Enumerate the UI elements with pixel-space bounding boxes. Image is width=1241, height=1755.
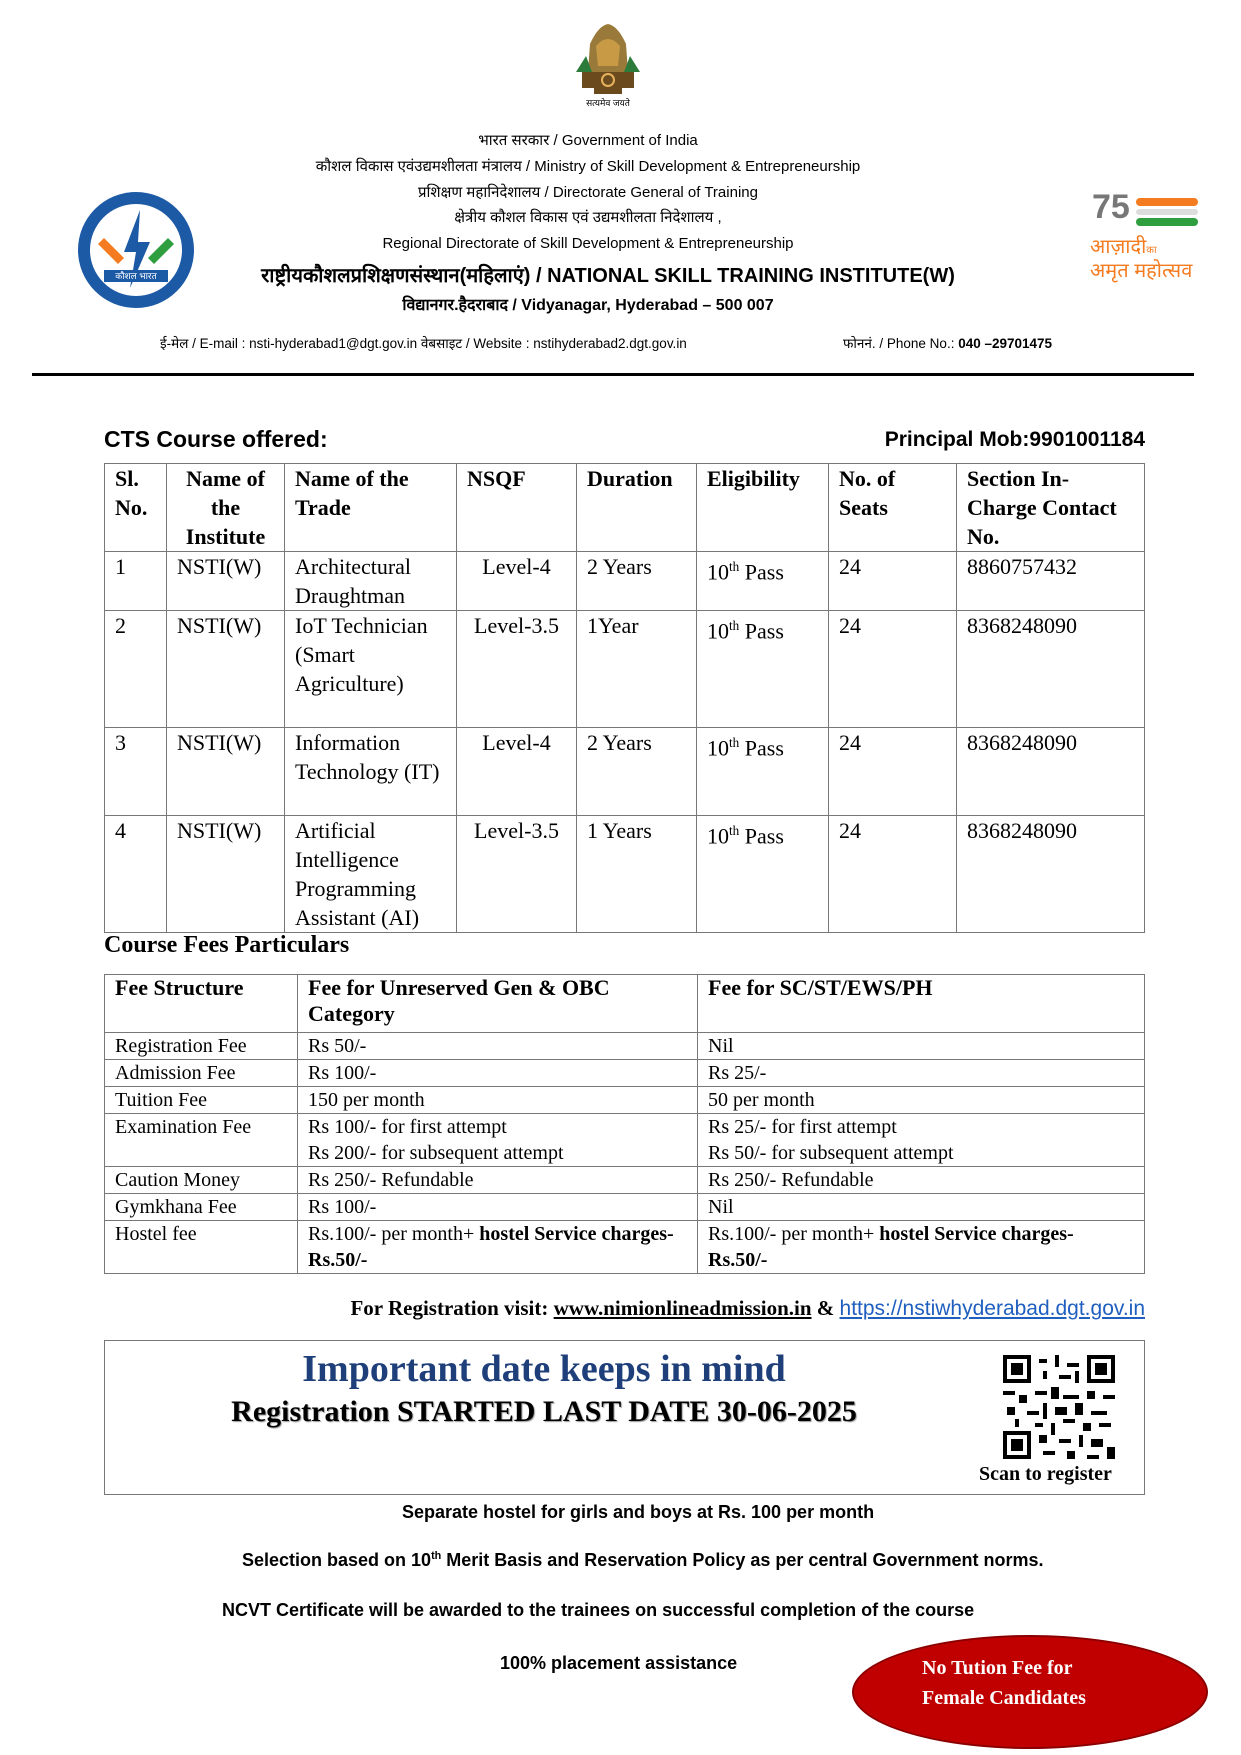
col-duration: Duration: [577, 464, 697, 552]
fee-row: [105, 1060, 1145, 1087]
skill-india-text: कौशल भारत: [115, 271, 157, 281]
col-sl-no: Sl. No.: [105, 464, 167, 552]
col-trade: Name of the Trade: [285, 464, 457, 552]
fee-reserved: Nil: [698, 1194, 1145, 1221]
ministry-line: कौशल विकास एवंउद्यमशीलता मंत्रालय / Ministry of Skill Development & Entrepreneurship: [315, 158, 861, 175]
fee-general: Rs 250/- Refundable: [298, 1167, 698, 1194]
no-tuition-fee-badge: [852, 1635, 1208, 1749]
ncvt-note: NCVT Certificate will be awarded to the trainees on successful completion of the course: [222, 1600, 975, 1620]
course-duration: 2 Years: [577, 552, 697, 611]
azadi-word: आज़ादी: [1090, 236, 1147, 258]
elig-num: 10: [707, 823, 729, 849]
course-row: [105, 552, 1145, 611]
course-institute: NSTI(W): [167, 816, 285, 933]
regional-line: Regional Directorate of Skill Development & Entrepreneurship: [382, 235, 794, 252]
azadi-75: 75: [1092, 188, 1130, 226]
course-row: [105, 728, 1145, 816]
elig-rest: Pass: [739, 823, 784, 849]
course-eligibility: [697, 552, 829, 611]
important-title: Important date keeps in mind: [302, 1348, 786, 1390]
fee-name: Hostel fee: [105, 1221, 298, 1274]
qr-code[interactable]: [1003, 1355, 1115, 1459]
hostel-note: Separate hostel for girls and boys at Rs. 100 per month: [401, 1502, 875, 1522]
elig-num: 10: [707, 618, 729, 644]
course-contact: 8368248090: [957, 611, 1145, 728]
course-sl: 3: [105, 728, 167, 816]
fees-section-title: Course Fees Particulars: [104, 932, 350, 958]
fee-general: Rs 100/-: [298, 1194, 698, 1221]
fee-reserved: [698, 1114, 1145, 1167]
course-sl: 2: [105, 611, 167, 728]
fee-table: [104, 974, 1145, 1274]
course-contact: 8860757432: [957, 552, 1145, 611]
course-institute: NSTI(W): [167, 611, 285, 728]
selection-a: Selection based on 10: [242, 1550, 432, 1570]
national-emblem: [568, 16, 648, 108]
fee-name: Gymkhana Fee: [105, 1194, 298, 1221]
fee-name: Tuition Fee: [105, 1087, 298, 1114]
flag-stripes: [1136, 198, 1198, 228]
col-seats: No. of Seats: [829, 464, 957, 552]
course-eligibility: [697, 816, 829, 933]
fee-reserved-line: Rs 25/- for first attempt: [708, 1116, 897, 1138]
registration-line: [104, 1296, 1145, 1321]
fee-reserved-line: Rs 50/- for subsequent attempt: [708, 1142, 954, 1164]
col-eligibility: Eligibility: [697, 464, 829, 552]
col-contact: Section In-Charge Contact No.: [957, 464, 1145, 552]
fee-general: 150 per month: [298, 1087, 698, 1114]
course-row: [105, 611, 1145, 728]
course-table: [104, 463, 1145, 933]
registration-prefix: For Registration visit:: [350, 1296, 554, 1320]
header-divider: [32, 373, 1194, 376]
course-eligibility: [697, 611, 829, 728]
azadi-ka: का: [1146, 245, 1157, 256]
fee-reserved: Rs 25/-: [698, 1060, 1145, 1087]
course-nsqf: Level-4: [457, 552, 577, 611]
elig-rest: Pass: [739, 735, 784, 761]
course-header-row: [105, 464, 1145, 552]
fee-row: [105, 1221, 1145, 1274]
fee-reserved: [698, 1221, 1145, 1274]
hostel-sc-a: Rs.100/- per month+: [708, 1223, 880, 1245]
registration-link-nimi[interactable]: www.nimionlineadmission.in: [553, 1296, 812, 1320]
col-nsqf: NSQF: [457, 464, 577, 552]
elig-num: 10: [707, 559, 729, 585]
course-nsqf: Level-3.5: [457, 816, 577, 933]
elig-rest: Pass: [739, 618, 784, 644]
course-contact: 8368248090: [957, 816, 1145, 933]
fee-general: Rs 50/-: [298, 1033, 698, 1060]
col-fee-general: Fee for Unreserved Gen & OBC Category: [298, 975, 698, 1033]
course-seats: 24: [829, 611, 957, 728]
elig-sup: th: [729, 823, 740, 838]
fee-name: Registration Fee: [105, 1033, 298, 1060]
course-trade: Artificial Intelligence Programming Assistant (AI): [285, 816, 457, 933]
fee-general-line: Rs 200/- for subsequent attempt: [308, 1142, 564, 1164]
elig-sup: th: [729, 559, 740, 574]
course-trade: IoT Technician (Smart Agriculture): [285, 611, 457, 728]
fee-reserved: 50 per month: [698, 1087, 1145, 1114]
important-box: [104, 1340, 1145, 1495]
elig-rest: Pass: [739, 559, 784, 585]
badge-line1: No Tution Fee for: [922, 1657, 1073, 1679]
course-nsqf: Level-3.5: [457, 611, 577, 728]
course-row: [105, 816, 1145, 933]
fee-row: [105, 1114, 1145, 1167]
regional-hindi-line: क्षेत्रीय कौशल विकास एवं उद्यमशीलता निदेशालय ,: [454, 209, 722, 226]
azadi-ka-amrit-mahotsav-logo: [1080, 188, 1210, 288]
fee-general: [298, 1221, 698, 1274]
fee-general: Rs 100/-: [298, 1060, 698, 1087]
elig-sup: th: [729, 618, 740, 633]
fee-general-line: Rs 100/- for first attempt: [308, 1116, 507, 1138]
fee-reserved: Nil: [698, 1033, 1145, 1060]
institute-name: राष्ट्रीयकौशलप्रशिक्षणसंस्थान(महिलाएं) / NATIONAL SKILL TRAINING INSTITUTE(W): [261, 265, 955, 287]
selection-sup: th: [431, 1550, 442, 1562]
dgt-line: प्रशिक्षण महानिदेशालय / Directorate General of Training: [418, 184, 758, 201]
course-duration: 1Year: [577, 611, 697, 728]
col-fee-structure: Fee Structure: [105, 975, 298, 1033]
amrit-mahotsav-text: अमृत महोत्सव: [1090, 260, 1193, 282]
registration-amp: &: [811, 1296, 840, 1320]
important-last-date: Registration STARTED LAST DATE 30-06-2025: [231, 1395, 857, 1428]
selection-note: [242, 1550, 1043, 1571]
course-duration: 2 Years: [577, 728, 697, 816]
fee-name: Admission Fee: [105, 1060, 298, 1087]
institute-address: विद्यानगर.हैदराबाद / Vidyanagar, Hyderabad – 500 007: [402, 297, 774, 314]
course-seats: 24: [829, 816, 957, 933]
course-seats: 24: [829, 552, 957, 611]
hostel-gen-a: Rs.100/- per month+: [308, 1223, 480, 1245]
fee-row: [105, 1033, 1145, 1060]
phone-number: 040 –29701475: [958, 336, 1053, 351]
course-section-title: CTS Course offered:: [104, 426, 328, 452]
skill-india-logo: [74, 188, 198, 312]
contact-email-website: ई-मेल / E-mail : nsti-hyderabad1@dgt.gov.in वेबसाइट / Website : nstihyderabad2.dgt.gov.in: [160, 336, 687, 351]
gov-line: भारत सरकार / Government of India: [478, 132, 698, 149]
hostel-sc-b: hostel Service charges- Rs.50/-: [708, 1223, 1074, 1271]
course-institute: NSTI(W): [167, 728, 285, 816]
col-institute: Name of the Institute: [167, 464, 285, 552]
course-trade: Information Technology (IT): [285, 728, 457, 816]
fee-row: [105, 1167, 1145, 1194]
fee-general: [298, 1114, 698, 1167]
fee-header-row: [105, 975, 1145, 1033]
course-sl: 1: [105, 552, 167, 611]
course-contact: 8368248090: [957, 728, 1145, 816]
fee-row: [105, 1087, 1145, 1114]
contact-phone: [843, 333, 1052, 355]
col-fee-reserved: Fee for SC/ST/EWS/PH: [698, 975, 1145, 1033]
emblem-motto: सत्यमेव जयते: [586, 98, 630, 108]
scan-to-register: Scan to register: [979, 1463, 1112, 1485]
course-duration: 1 Years: [577, 816, 697, 933]
registration-link-nsti[interactable]: https://nstiwhyderabad.dgt.gov.in: [839, 1297, 1145, 1320]
course-seats: 24: [829, 728, 957, 816]
selection-b: Merit Basis and Reservation Policy as per central Government norms.: [441, 1550, 1044, 1570]
fee-reserved: Rs 250/- Refundable: [698, 1167, 1145, 1194]
phone-label: फोननं. / Phone No.:: [843, 336, 959, 351]
elig-sup: th: [729, 735, 740, 750]
elig-num: 10: [707, 735, 729, 761]
fee-name: Examination Fee: [105, 1114, 298, 1167]
course-nsqf: Level-4: [457, 728, 577, 816]
course-sl: 4: [105, 816, 167, 933]
badge-line2: Female Candidates: [922, 1687, 1086, 1709]
placement-note: 100% placement assistance: [500, 1653, 738, 1673]
course-trade: Architectural Draughtman: [285, 552, 457, 611]
course-institute: NSTI(W): [167, 552, 285, 611]
principal-mobile: Principal Mob:9901001184: [884, 428, 1145, 451]
course-eligibility: [697, 728, 829, 816]
azadi-text: [1090, 232, 1157, 259]
fee-name: Caution Money: [105, 1167, 298, 1194]
hostel-gen-b: hostel Service charges- Rs.50/-: [308, 1223, 674, 1271]
fee-row: [105, 1194, 1145, 1221]
